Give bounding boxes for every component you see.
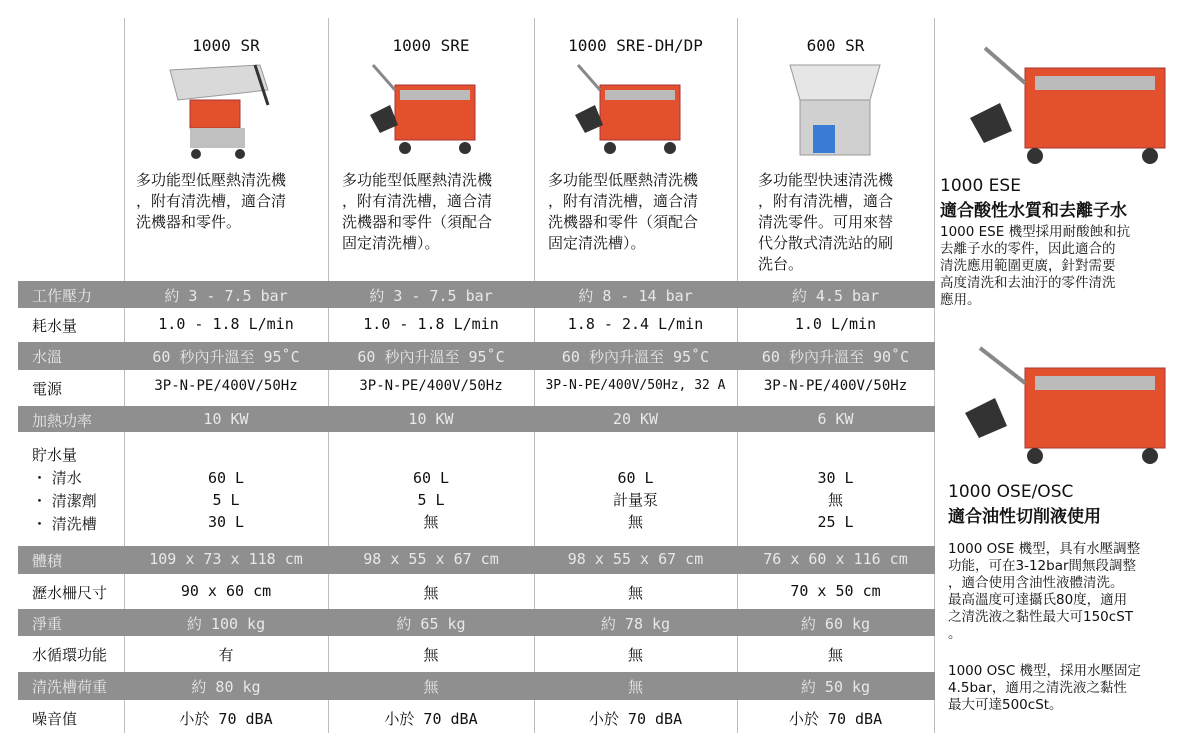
spec-row: 工作壓力 約 3 - 7.5 bar 約 3 - 7.5 bar 約 8 - 14 bar 約 4.5 bar [18,281,935,308]
model-name: 600 SR [806,36,865,55]
row-label: 電源 [32,380,63,398]
row-label: 水溫 [32,348,63,366]
spec-row: 瀝水柵尺寸 90 x 60 cm 無 無 70 x 50 cm [32,582,881,602]
spec-row: 耗水量 1.0 - 1.8 L/min 1.0 - 1.8 L/min 1.8 - 2.4 L/min 1.0 L/min [32,315,877,335]
row-label: 噪音值 [32,710,78,728]
model-name: 1000 SR [192,36,260,55]
row-label: 瀝水柵尺寸 [32,584,108,602]
row-label: 貯水量 ・ 清水 ・ 清潔劑 ・ 清洗槽 [32,446,97,533]
spec-row: 加熱功率 10 KW 10 KW 20 KW 6 KW [18,406,935,432]
row-label: 清洗槽荷重 [32,678,108,696]
section-text: 1000 OSC 機型，採用水壓固定 4.5bar，適用之清洗液之黏性 最大可達500cSt。 [948,663,1142,713]
section-subtitle: 適合酸性水質和去離子水 [940,201,1127,221]
section-title: 1000 OSE/OSC [948,482,1074,502]
row-label: 水循環功能 [32,646,108,664]
model-name: 1000 SRE-DH/DP [568,36,703,55]
section-text: 1000 OSE 機型，具有水壓調整 功能，可在3-12bar間無段調整 ，適合使用含油性液體清洗。 最高溫度可達攝氏80度，適用 之清洗液之黏性最大可150cST 。 [948,541,1141,642]
spec-row: 淨重 約 100 kg 約 65 kg 約 78 kg 約 60 kg [18,609,935,636]
row-label: 體積 [32,552,63,570]
model-description: 多功能型低壓熱清洗機 ，附有清洗槽，適合清 洗機器和零件（須配合 固定清洗槽）。 [548,171,699,252]
section-title: 1000 ESE [940,176,1021,196]
section-text: 1000 ESE 機型採用耐酸蝕和抗 去離子水的零件，因此適合的 清洗應用範圍更廣，針對需要 高度清洗和去油汙的零件清洗 應用。 [940,224,1131,308]
model-description: 多功能型低壓熱清洗機 ，附有清洗槽，適合清 洗機器和零件（須配合 固定清洗槽）。 [342,171,493,252]
spec-row: 噪音值 小於 70 dBA 小於 70 dBA 小於 70 dBA 小於 70 dBA [32,710,883,728]
storage-row: 貯水量 ・ 清水 ・ 清潔劑 ・ 清洗槽 60 L 5 L 30 L 60 L 5 L 無 60 L 計量泵 無 30 L 無 25 L [18,434,935,544]
machine-image-1000sre-dhdp [570,60,690,160]
ese-section [940,176,1185,309]
machine-image-1000sr [160,60,280,160]
row-label: 工作壓力 [32,287,93,305]
spec-row: 水循環功能 有 無 無 無 [32,646,843,664]
spec-row: 清洗槽荷重 約 80 kg 無 無 約 50 kg [18,672,935,700]
ose-section [948,482,1193,714]
machine-image-1000ose [960,343,1175,468]
row-label: 淨重 [32,615,63,633]
section-subtitle: 適合油性切削液使用 [948,507,1101,527]
machine-image-1000ese [965,38,1175,168]
spec-row: 水溫 60 秒內升溫至 95˚C 60 秒內升溫至 95˚C 60 秒內升溫至 95˚C 60 秒內升溫至 90˚C [18,342,935,370]
model-description: 多功能型低壓熱清洗機 ，附有清洗槽，適合清 洗機器和零件。 [136,171,287,231]
row-label: 加熱功率 [32,412,93,430]
model-description: 多功能型快速清洗機 ，附有清洗槽，適合 清洗零件。可用來替 代分散式清洗站的刷 洗台。 [758,171,894,273]
machine-image-600sr [785,60,885,160]
model-name: 1000 SRE [392,36,470,55]
spec-row: 體積 109 x 73 x 118 cm 98 x 55 x 67 cm 98 x 55 x 67 cm 76 x 60 x 116 cm [18,546,935,574]
row-label: 耗水量 [32,317,78,335]
machine-image-1000sre [365,60,485,160]
spec-row: 電源 3P-N-PE/400V/50Hz 3P-N-PE/400V/50Hz 3P-N-PE/400V/50Hz, 32 A 3P-N-PE/400V/50Hz [32,378,908,398]
